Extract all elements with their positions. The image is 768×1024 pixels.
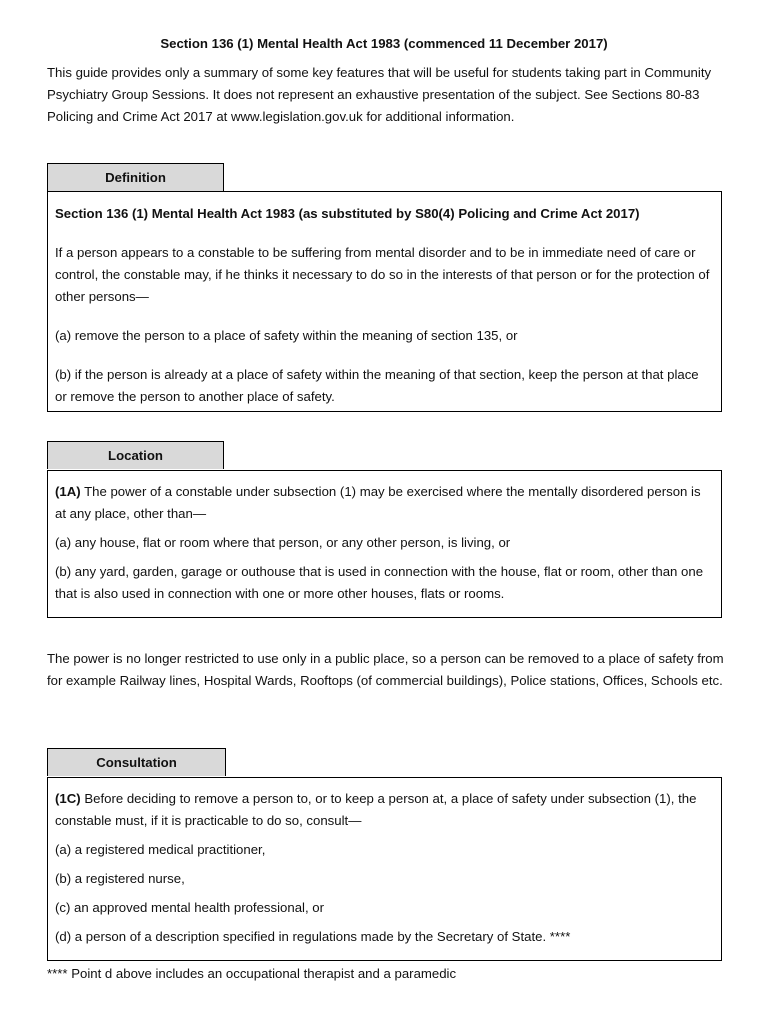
- definition-item-a: (a) remove the person to a place of safety within the meaning of section 135, or: [55, 328, 518, 343]
- page-title: Section 136 (1) Mental Health Act 1983 (commenced 11 December 2017): [160, 36, 608, 51]
- location-item-b: (b) any yard, garden, garage or outhouse that is used in connection with the house, flat or room, other than one that is also used in connection with one or more other houses, flats or rooms.: [55, 564, 704, 601]
- consultation-item-a: (a) a registered medical practitioner,: [55, 842, 266, 857]
- definition-paragraph: If a person appears to a constable to be suffering from mental disorder and to be in immediate need of care or control, the constable may, if he thinks it necessary to do so in the interests of that person or for the protection of other persons—: [55, 245, 710, 304]
- consultation-lead-text: Before deciding to remove a person to, or to keep a person at, a place of safety under subsection (1), the constable must, if it is practicable to do so, consult—: [55, 791, 697, 828]
- location-lead-label: (1A): [55, 484, 81, 499]
- consultation-lead: [55, 788, 714, 832]
- consultation-lead-label: (1C): [55, 791, 81, 806]
- definition-item-b: (b) if the person is already at a place of safety within the meaning of that section, keep the person at that place or remove the person to another place of safety.: [55, 367, 699, 404]
- consultation-tab: Consultation: [47, 748, 226, 776]
- consultation-box: [47, 777, 722, 961]
- consultation-item-d: (d) a person of a description specified in regulations made by the Secretary of State. ****: [55, 929, 571, 944]
- location-lead-text: The power of a constable under subsection (1) may be exercised where the mentally disordered person is at any place, other than—: [55, 484, 701, 521]
- definition-tab: Definition: [47, 163, 224, 191]
- location-lead: [55, 481, 714, 525]
- intro-paragraph: This guide provides only a summary of some key features that will be useful for students taking part in Community Psychiatry Group Sessions. It does not represent an exhaustive presentation of the subject. See Sections 80-83 Policing and Crime Act 2017 at www.legislation.gov.uk for additional information.: [47, 65, 712, 124]
- location-item-a: (a) any house, flat or room where that person, or any other person, is living, or: [55, 535, 511, 550]
- consultation-item-c: (c) an approved mental health professional, or: [55, 900, 325, 915]
- footnote: **** Point d above includes an occupational therapist and a paramedic: [47, 966, 457, 981]
- location-box: [47, 470, 722, 618]
- location-tab: Location: [47, 441, 224, 469]
- note-paragraph: The power is no longer restricted to use only in a public place, so a person can be removed to a place of safety from for example Railway lines, Hospital Wards, Rooftops (of commercial buildings), Police stations, Offices, Schools etc.: [47, 651, 724, 688]
- definition-heading: Section 136 (1) Mental Health Act 1983 (as substituted by S80(4) Policing and Crime Act 2017): [55, 206, 640, 221]
- definition-box: [47, 191, 722, 412]
- consultation-item-b: (b) a registered nurse,: [55, 871, 185, 886]
